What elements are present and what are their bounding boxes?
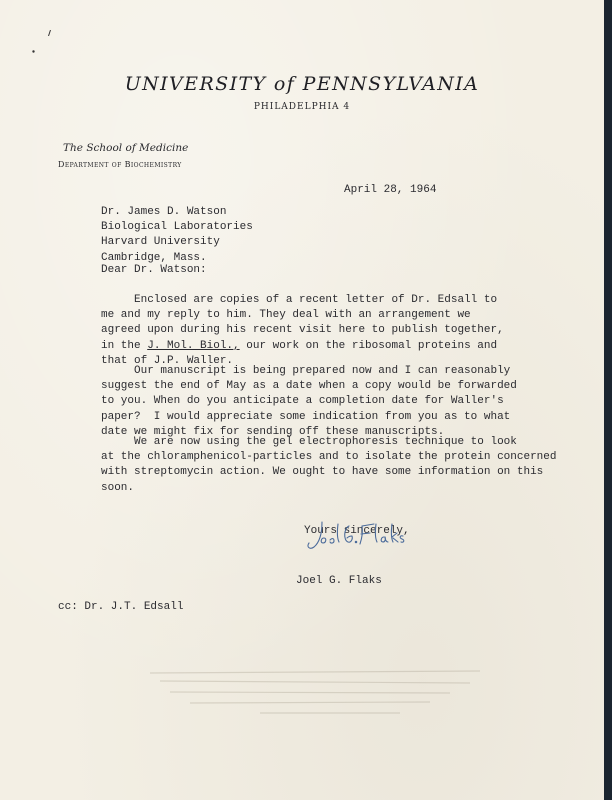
paragraph-line: to you. When do you anticipate a completion date for Waller's [101,395,504,408]
paragraph-line: paper? I would appreciate some indication from you as to what [101,410,511,423]
recipient-line: Dr. James D. Watson [101,206,227,218]
department-name: Department of Biochemistry [58,160,182,169]
paragraph-line: at the chloramphenicol-particles and to isolate the protein concerned [101,451,557,464]
scan-edge [604,0,612,800]
paragraph-3 [101,435,556,496]
paragraph-2 [101,364,517,440]
city-line: PHILADELPHIA 4 [253,102,351,112]
paragraph-line: suggest the end of May as a date when a copy would be forwarded [101,380,517,393]
recipient-line: Biological Laboratories [101,221,253,234]
paragraph-line [101,339,504,354]
school-name: The School of Medicine [63,142,189,154]
ink-dot [32,50,35,53]
paragraph-line: We are now using the gel electrophoresis technique to look [101,436,517,448]
closing: Yours sincerely, [304,525,410,537]
letter-date: April 28, 1964 [344,184,437,196]
recipient-line: Harvard University [101,236,220,249]
university-name: UNIVERSITY of PENNSYLVANIA [124,73,480,95]
paragraph-line: agreed upon during his recent visit here to publish together, [101,324,504,337]
text-segment: in the [101,339,148,352]
text-segment: our work on the ribosomal proteins and [239,339,498,352]
journal-title: J. Mol. Biol., [147,339,240,352]
handwritten-signature [300,514,415,554]
paragraph-line: soon. [101,481,135,494]
paragraph-line: Our manuscript is being prepared now and I can reasonably [101,365,511,377]
paragraph-line: that of J.P. Waller. [101,354,234,367]
signer-name: Joel G. Flaks [296,575,382,587]
paragraph-line: with streptomycin action. We ought to have some information on this [101,466,544,479]
paragraph-line: me and my reply to him. They deal with an arrangement we [101,309,471,322]
recipient-address [101,205,253,266]
paragraph-line: date we might fix for sending off these manuscripts. [101,425,445,438]
ink-mark [48,30,51,36]
paragraph-line: Enclosed are copies of a recent letter of Dr. Edsall to [101,294,498,306]
carbon-copy-line: cc: Dr. J.T. Edsall [58,601,184,613]
paragraph-1 [101,293,504,369]
recipient-line: Cambridge, Mass. [101,251,207,264]
salutation: Dear Dr. Watson: [101,264,207,276]
